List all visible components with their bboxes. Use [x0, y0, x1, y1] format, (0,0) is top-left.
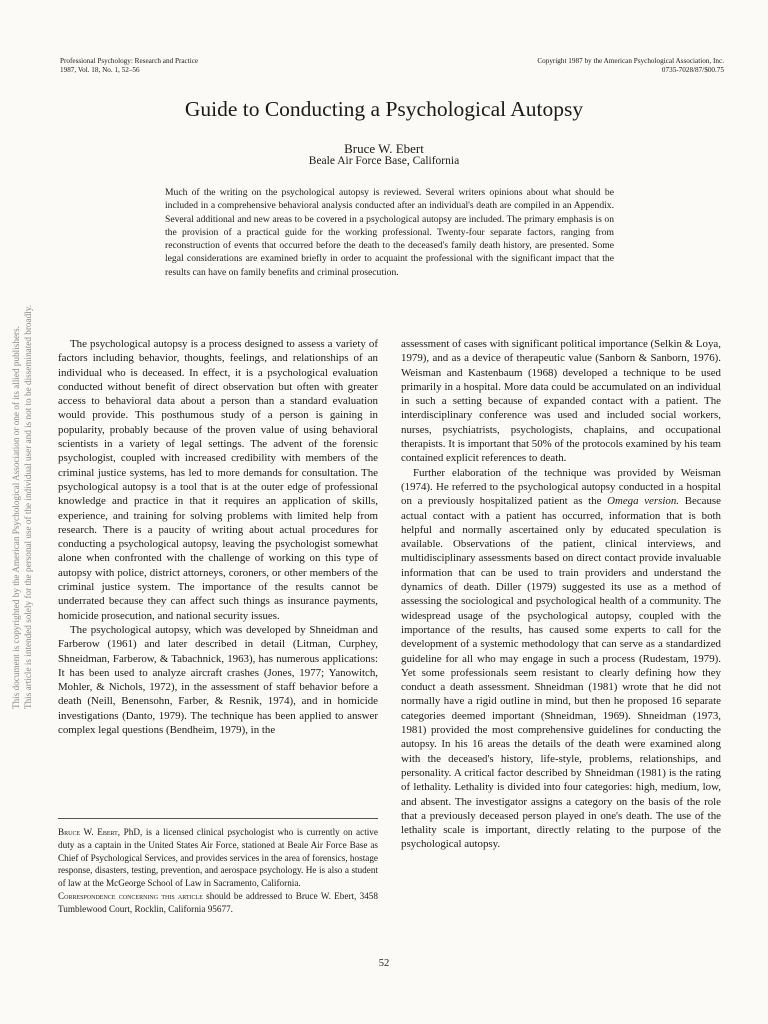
author-note-text: PhD, is a licensed clinical psychologist who is currently on active duty as a captain in the United States Air Force, stationed at Beale Air Force Base as Chief of Psychological Services, and provides services in the area of forensics, hostage response, disasters, testing, prevention, and aerospace psychology. He is also a student of law at the McGeorge School of Law in Sacramento, California.: [58, 827, 378, 889]
journal-issue: 1987, Vol. 18, No. 1, 52–56: [60, 66, 140, 74]
footnote-divider: [58, 818, 378, 819]
author-footnote: [58, 826, 378, 916]
sidebar-notice-line2: This article is intended solely for the personal use of the individual user and is not to be disseminated broadly.: [23, 304, 33, 710]
left-column: [58, 337, 378, 737]
right-column: [401, 337, 721, 852]
journal-header: [60, 57, 198, 75]
sidebar-notice-line1: This document is copyrighted by the American Psychological Association or one of its allied publishers.: [11, 326, 21, 710]
body-paragraph: The psychological autopsy is a process designed to assess a variety of factors including behavior, thoughts, feelings, and relationships of an individual who is deceased. In effect, it is a psychological evaluation conducted without benefit of direct observation but often with greater access to behavioral data about a person than a standard evaluation would provide. This posthumous study of a person is gaining in popularity, probably because of the proven value of using behavioral scientists in a variety of legal settings. The advent of the forensic psychologist, coupled with increased credibility with members of the criminal justice systems, has led to more demands for consultation. The psychological autopsy is a tool that is at the outer edge of professional knowledge and practice in that it requires an application of skills, experience, and training for solving problems with limited help from research. There is a paucity of writing about actual procedures for conducting a psychological autopsy, leaving the psychologist somewhat alone when confronted with the challenge of working on this type of autopsy with police, district attorneys, coroners, or other members of the criminal justice system. The importance of the results cannot be underrated because they can affect such things as insurance payments, homicide prosecution, and national security issues.: [58, 338, 378, 622]
copyright-text: Copyright 1987 by the American Psychological Association, Inc.: [537, 57, 724, 65]
copyright-header: [537, 57, 724, 75]
body-text: Because actual contact with a patient has occurred, information that is both helpful and normally ascertained only by educated speculation is available. Observations of the patient, clinical interviews, and multidisciplinary assessments based on direct contact provide invaluable information that can be used to train providers and understand the dynamics of death. Diller (1979) suggested its use as a method of assessing the sociological and psychological health of a community. The widespread usage of the psychological autopsy, coupled with the importance of the results, has caused some experts to call for the development of a systemic methodology that can serve as a standardized guideline for all who may engage in such a process (Rudestam, 1979). Yet some professionals seem resistant to clearly defining how they conduct a death assessment. Shneidman (1981) wrote that he did not normally have a rigid outline in mind, but then he proposed 16 separate categories deemed important (Shneidman, 1969). Shneidman (1973, 1981) provided the most comprehensive guidelines for conducting the autopsy. In his 16 areas the details of the death were examined along with the deceased's history, life-style, problems, relationships, and personality. A critical factor described by Shneidman (1981) is the rating of lethality. Lethality is divided into four categories: high, medium, low, and absent. The investigator assigns a category on the basis of the role that a previously deceased person played in one's death. The use of the lethality scale is important, directly relating to the purpose of the psychological autopsy.: [401, 495, 721, 851]
journal-name: Professional Psychology: Research and Practice: [60, 57, 199, 65]
italic-term: Omega version.: [607, 495, 680, 508]
author-affiliation: Beale Air Force Base, California: [308, 155, 460, 167]
correspondence-note: [58, 890, 378, 916]
article-title: Guide to Conducting a Psychological Autopsy: [184, 97, 584, 121]
body-paragraph: assessment of cases with significant political importance (Selkin & Loya, 1979), and as a device of therapeutic value (Sanborn & Sanborn, 1976). Weisman and Kastenbaum (1968) developed a technique to be used primarily in a hospital. More data could be accumulated on an individual in such a setting because of expanded contact with a patient. The interdisciplinary conference was used and included social workers, nurses, psychiatrists, psychologists, chaplains, and occupational therapists. It is important that 50% of the protocols examined by his team contained explicit references to death.: [401, 338, 721, 465]
article-code: 0735-7028/87/$00.75: [661, 66, 724, 74]
copyright-sidebar: [0, 272, 44, 742]
author-note: [58, 826, 378, 890]
abstract: Much of the writing on the psychological autopsy is reviewed. Several writers opinions about what should be included in a comprehensive behavioral analysis conducted after an individual's death are compiled in an Appendix. Several additional and new areas to be covered in a psychological autopsy are included. The primary emphasis is on the provision of a practical guide for the working professional. Twenty-four separate factors, ranging from reconstruction of events that occurred before the death to the deceased's family death history, are presented. Some legal considerations are examined briefly in order to acquaint the professional with the significant impact that the results can have on family benefits and criminal prosecution.: [165, 187, 614, 278]
author-note-label: Bruce W. Ebert,: [58, 827, 121, 837]
author-name: Bruce W. Ebert: [344, 141, 424, 156]
correspondence-text: should be addressed to Bruce W. Ebert, 3458 Tumblewood Court, Rocklin, California 95677.: [58, 890, 378, 914]
page-number: 52: [378, 958, 390, 969]
body-paragraph: [401, 466, 721, 852]
body-text: Further elaboration of the technique was provided by Weisman (1974). He referred to the psychological autopsy conducted in a hospital on a previously hospitalized patient as the: [401, 466, 721, 508]
body-paragraph: The psychological autopsy, which was developed by Shneidman and Farberow (1961) and later described in detail (Litman, Curphey, Shneidman, Farberow, & Tabachnick, 1963), has numerous applications: It has been used to analyze aircraft crashes (Jones, 1977; Yanowitch, Mohler, & Nichols, 1972), in the assessment of staff behavior before a death (Neill, Benensohn, Farber, & Resnik, 1974), and in homicide investigations (Danto, 1979). The technique has been applied to answer complex legal questions (Bendheim, 1979), in the: [58, 623, 378, 737]
correspondence-label: Correspondence concerning this article: [58, 890, 203, 901]
